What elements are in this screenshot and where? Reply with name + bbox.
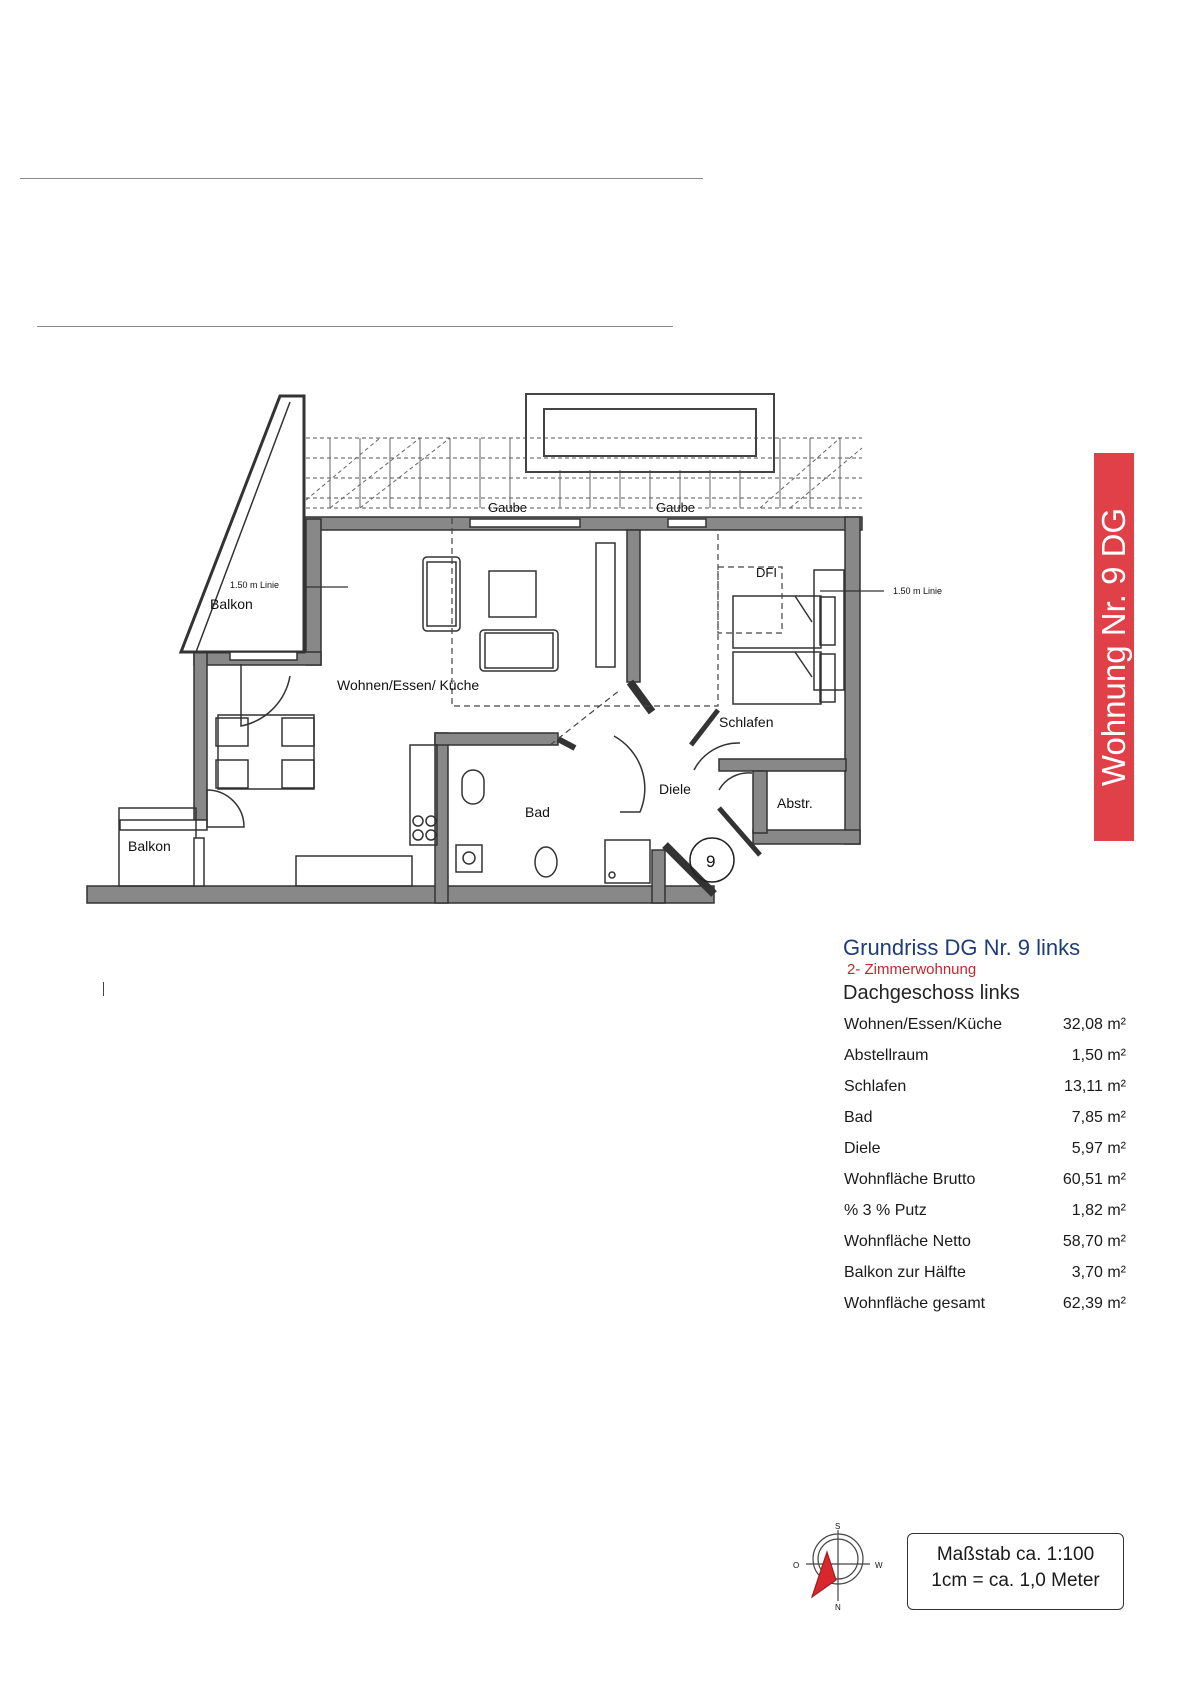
area-value: 3,70 m² (1071, 1264, 1126, 1281)
room-label-bad: Bad (525, 804, 550, 820)
area-row (843, 1293, 1130, 1324)
scale-line-2: 1cm = ca. 1,0 Meter (931, 1570, 1100, 1591)
area-value: 58,70 m² (1062, 1233, 1126, 1250)
scale-line-1: Maßstab ca. 1:100 (936, 1544, 1095, 1565)
area-label: Bad (844, 1109, 873, 1126)
room-label-diele: Diele (659, 781, 691, 797)
room-label-wohnen: Wohnen/Essen/ Küche (337, 677, 480, 693)
compass-w: W (875, 1561, 883, 1570)
area-row (843, 1138, 1130, 1169)
diag-wall-bad (558, 739, 575, 748)
roof-window-outer (526, 394, 774, 472)
balkon-inner-line (196, 402, 290, 652)
area-value: 1,82 m² (1071, 1202, 1126, 1219)
room-label-linie-right: 1.50 m Linie (893, 586, 943, 596)
area-label: % 3 % Putz (844, 1202, 927, 1219)
unit-badge-text: Wohnung Nr. 9 DG (1095, 507, 1132, 787)
room-label-linie-left: 1.50 m Linie (230, 580, 280, 590)
balkon-top-outline (181, 396, 304, 652)
area-label: Wohnfläche Brutto (844, 1171, 976, 1188)
area-label: Wohnfläche Netto (844, 1233, 971, 1250)
area-value: 7,85 m² (1071, 1109, 1126, 1126)
area-table (843, 1014, 1130, 1324)
area-value: 62,39 m² (1062, 1295, 1126, 1312)
area-row (843, 1076, 1130, 1107)
compass-arrow (812, 1552, 836, 1597)
compass-s: S (835, 1522, 841, 1531)
unit-badge (1094, 453, 1134, 841)
area-row (843, 1045, 1130, 1076)
area-row (843, 1262, 1130, 1293)
area-row (843, 1200, 1130, 1231)
plan-title: Grundriss DG Nr. 9 links (843, 935, 1081, 960)
area-value: 60,51 m² (1062, 1171, 1126, 1188)
area-label: Schlafen (844, 1078, 907, 1095)
area-label: Wohnen/Essen/Küche (844, 1016, 1003, 1033)
stray-mark (103, 982, 104, 996)
plan-heading: Dachgeschoss links (843, 982, 1020, 1004)
area-row (843, 1107, 1130, 1138)
area-label: Diele (844, 1140, 881, 1157)
compass-rose (806, 1530, 870, 1601)
area-value: 13,11 m² (1064, 1078, 1126, 1095)
room-label-schlafen: Schlafen (719, 714, 774, 730)
room-label-gaube-1: Gaube (488, 500, 528, 515)
room-label-balkon-top: Balkon (210, 596, 253, 612)
area-row (843, 1169, 1130, 1200)
area-value: 32,08 m² (1062, 1016, 1126, 1033)
diag-wall-schlafen (691, 710, 718, 745)
room-label-abstr: Abstr. (777, 795, 813, 811)
room-label-gaube-2: Gaube (656, 500, 696, 515)
room-label-dfi: DFI (756, 565, 777, 580)
area-label: Balkon zur Hälfte (844, 1264, 966, 1281)
compass-n: N (835, 1603, 841, 1612)
area-row (843, 1231, 1130, 1262)
room-label-balkon-bottom: Balkon (128, 838, 171, 854)
unit-number: 9 (706, 852, 716, 871)
area-label: Abstellraum (844, 1047, 929, 1064)
area-row (843, 1014, 1130, 1045)
diag-wall-diele (630, 682, 652, 712)
roof-window-inner (544, 409, 756, 456)
area-value: 1,50 m² (1071, 1047, 1126, 1064)
area-value: 5,97 m² (1071, 1140, 1126, 1157)
area-label: Wohnfläche gesamt (844, 1295, 986, 1312)
compass-o: O (793, 1561, 800, 1570)
plan-subtitle: 2- Zimmerwohnung (847, 961, 977, 978)
scale-box (907, 1533, 1124, 1610)
